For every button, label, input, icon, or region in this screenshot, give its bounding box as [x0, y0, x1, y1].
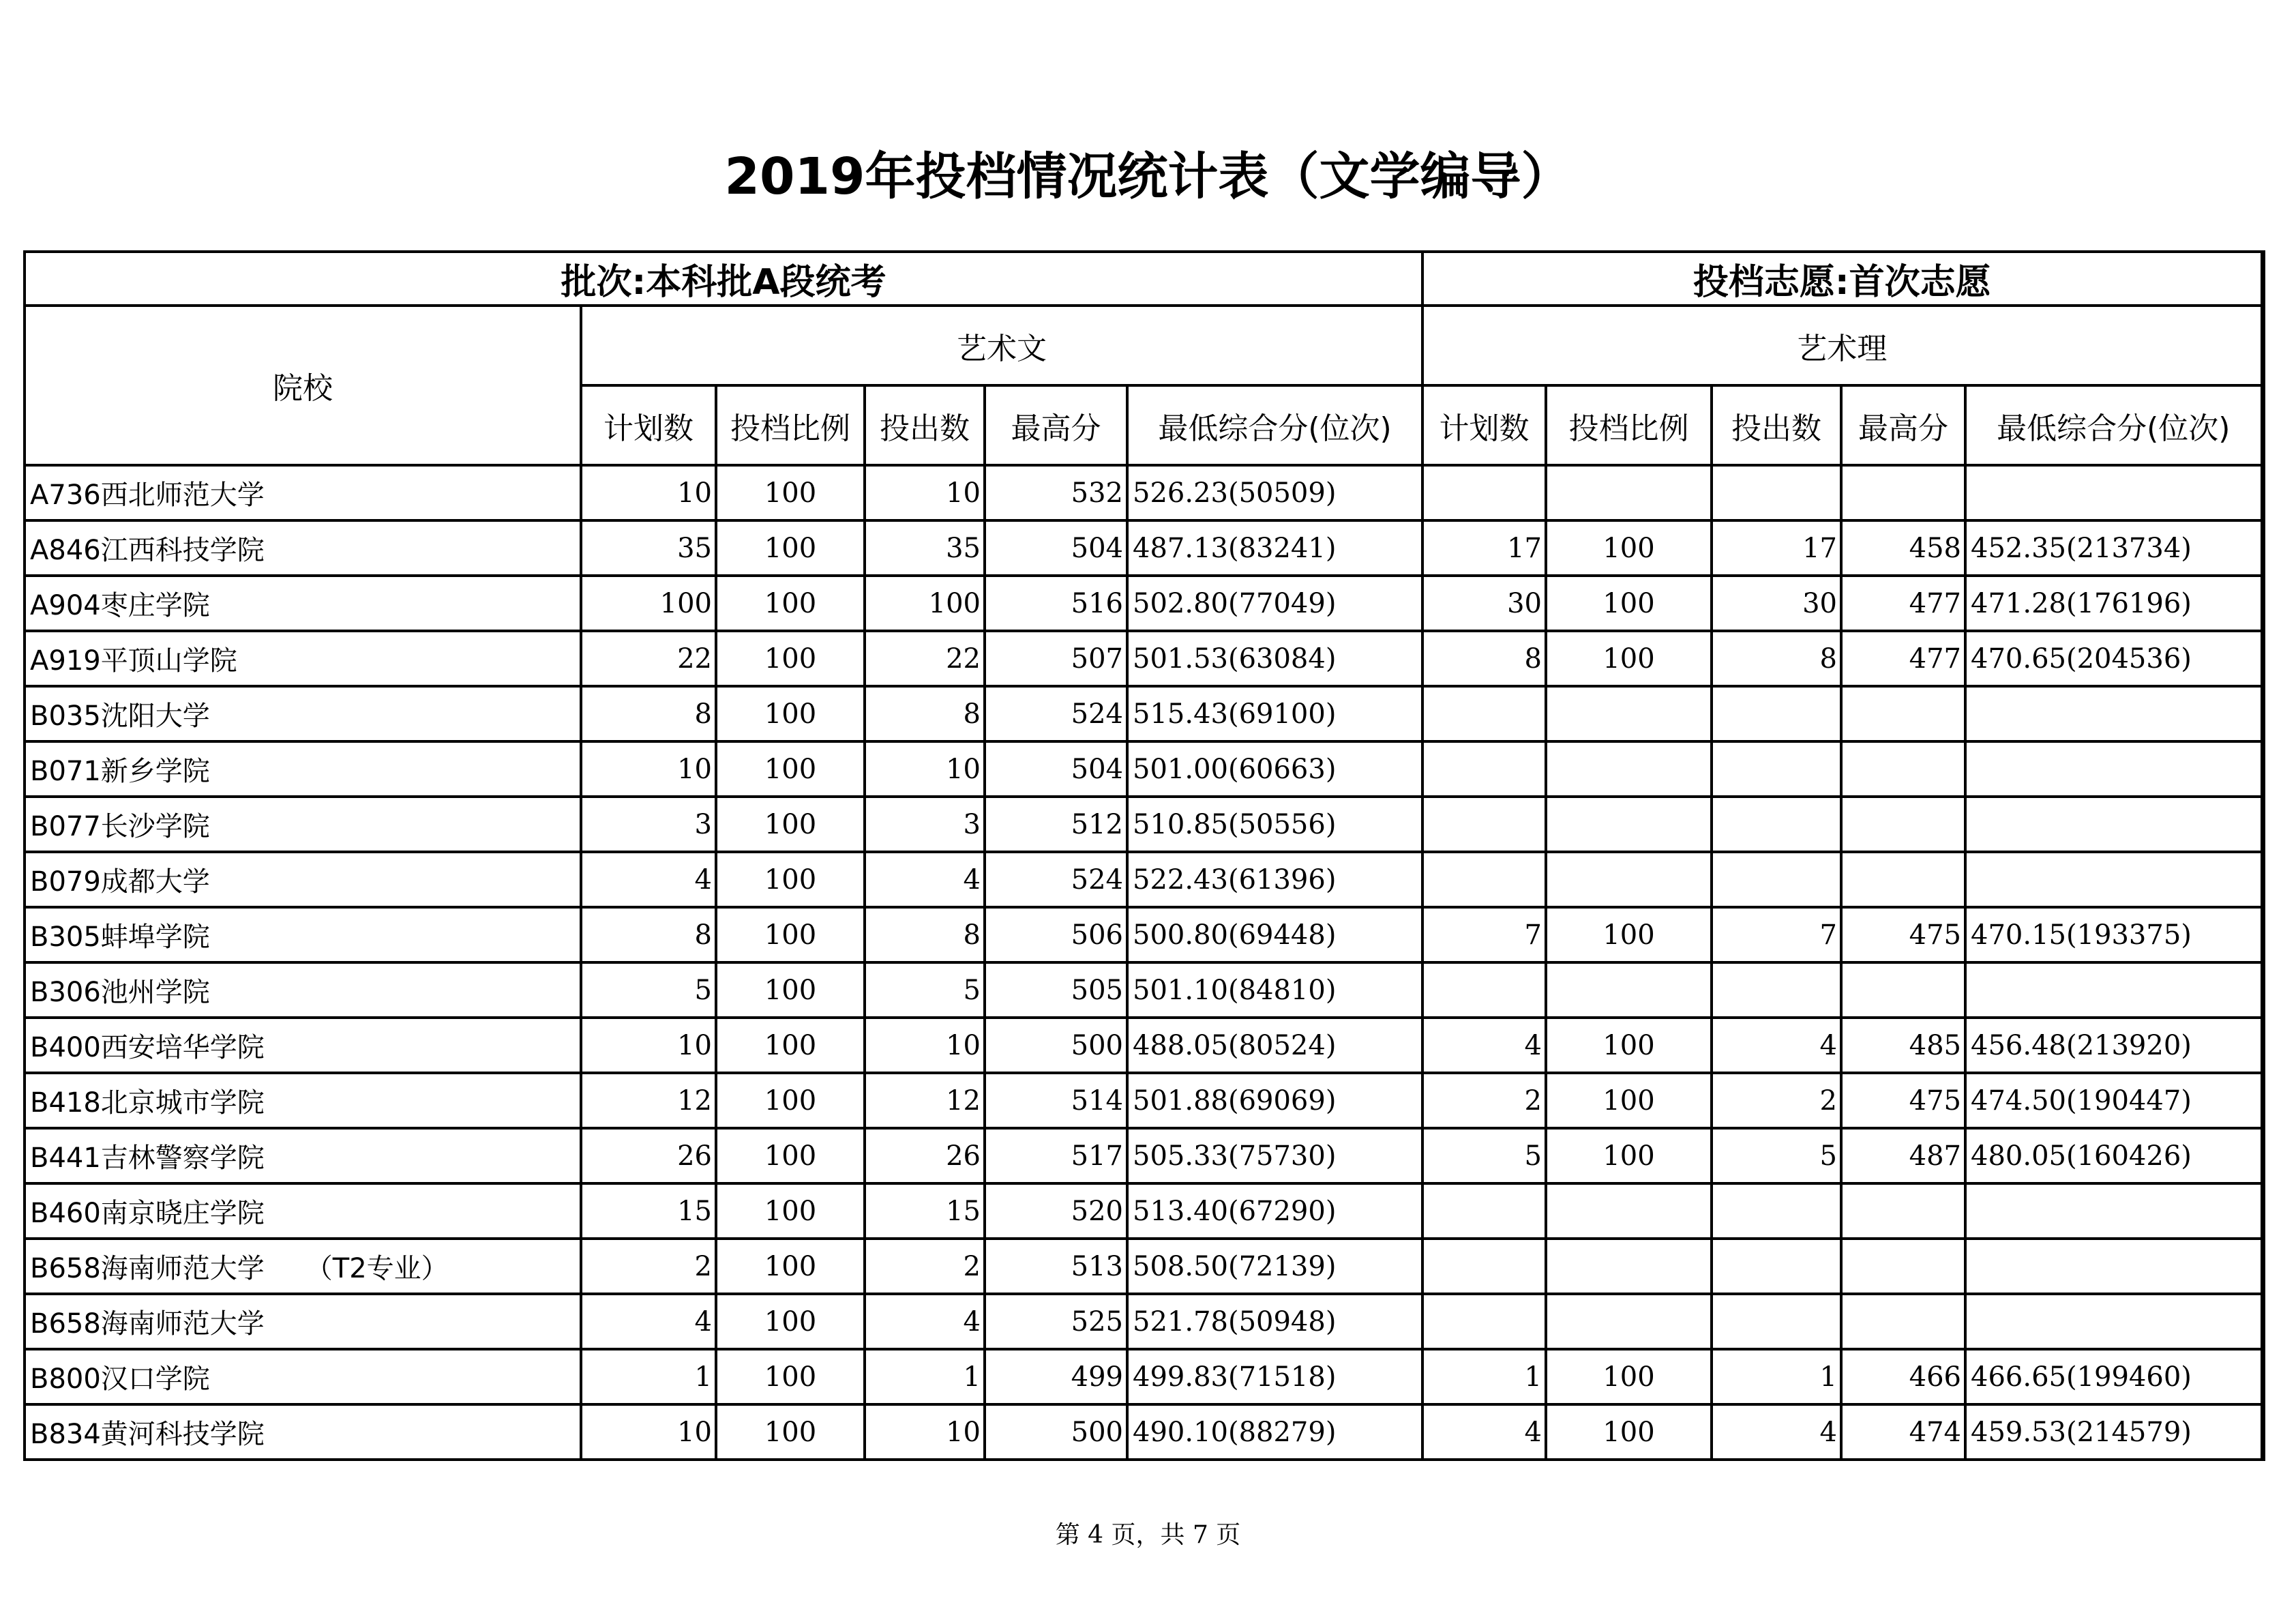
table-row	[25, 907, 2263, 962]
arts-cell-2: 26	[865, 1128, 985, 1183]
arts-cell-4: 521.78(50948)	[1127, 1294, 1422, 1349]
sci-cell-2	[1712, 741, 1841, 797]
sci-cell-0	[1422, 962, 1546, 1018]
school-name: B305蚌埠学院	[25, 907, 581, 962]
arts-cell-4: 501.10(84810)	[1127, 962, 1422, 1018]
arts-cell-1: 100	[716, 962, 865, 1018]
table-row	[25, 1239, 2263, 1294]
sci-cell-2: 1	[1712, 1349, 1841, 1404]
arts-cell-0: 1	[581, 1349, 716, 1404]
arts-cell-4: 500.80(69448)	[1127, 907, 1422, 962]
sci-cell-2: 17	[1712, 520, 1841, 576]
arts-group-header: 艺术文	[581, 306, 1422, 385]
arts-cell-2: 100	[865, 576, 985, 631]
sci-cell-3	[1841, 1183, 1965, 1239]
table-row	[25, 465, 2263, 520]
sci-cell-2	[1712, 1183, 1841, 1239]
arts-cell-3: 524	[985, 852, 1127, 907]
arts-col-header-4: 最低综合分(位次)	[1127, 385, 1422, 465]
school-name: B834黄河科技学院	[25, 1404, 581, 1460]
arts-cell-1: 100	[716, 852, 865, 907]
sci-cell-2: 4	[1712, 1404, 1841, 1460]
page-title: 2019年投档情况统计表（文学编导）	[724, 147, 1572, 206]
sci-cell-0	[1422, 1239, 1546, 1294]
sci-cell-3	[1841, 741, 1965, 797]
arts-col-header-1: 投档比例	[716, 385, 865, 465]
sci-cell-4	[1965, 465, 2263, 520]
sci-cell-1: 100	[1546, 1404, 1712, 1460]
school-name: B418北京城市学院	[25, 1073, 581, 1128]
school-name: B400西安培华学院	[25, 1018, 581, 1073]
sci-cell-3: 458	[1841, 520, 1965, 576]
sci-cell-0: 5	[1422, 1128, 1546, 1183]
sci-cell-1: 100	[1546, 1128, 1712, 1183]
sci-cell-0: 7	[1422, 907, 1546, 962]
arts-cell-2: 5	[865, 962, 985, 1018]
arts-cell-1: 100	[716, 1404, 865, 1460]
page-footer: 第 4 页，共 7 页	[1055, 1521, 1241, 1549]
sci-cell-4: 474.50(190447)	[1965, 1073, 2263, 1128]
sci-cell-3	[1841, 686, 1965, 741]
arts-cell-0: 15	[581, 1183, 716, 1239]
sci-col-header-3: 最高分	[1841, 385, 1965, 465]
school-name: A904枣庄学院	[25, 576, 581, 631]
arts-cell-3: 505	[985, 962, 1127, 1018]
sci-cell-4: 480.05(160426)	[1965, 1128, 2263, 1183]
arts-cell-0: 10	[581, 465, 716, 520]
arts-cell-1: 100	[716, 1073, 865, 1128]
sci-cell-3: 475	[1841, 907, 1965, 962]
arts-cell-2: 10	[865, 741, 985, 797]
sci-cell-0	[1422, 797, 1546, 852]
arts-cell-2: 4	[865, 852, 985, 907]
table-row	[25, 1183, 2263, 1239]
school-name: B071新乡学院	[25, 741, 581, 797]
sci-cell-3	[1841, 465, 1965, 520]
sci-cell-0: 4	[1422, 1404, 1546, 1460]
sci-cell-4	[1965, 797, 2263, 852]
table-row	[25, 1404, 2263, 1460]
sci-cell-0: 1	[1422, 1349, 1546, 1404]
sci-cell-4	[1965, 1239, 2263, 1294]
arts-cell-2: 22	[865, 631, 985, 686]
table-row	[25, 1349, 2263, 1404]
school-header: 院校	[25, 306, 581, 465]
sci-cell-1: 100	[1546, 1349, 1712, 1404]
arts-cell-1: 100	[716, 797, 865, 852]
table-row	[25, 631, 2263, 686]
sci-col-header-4: 最低综合分(位次)	[1965, 385, 2263, 465]
sci-cell-3: 474	[1841, 1404, 1965, 1460]
arts-cell-3: 520	[985, 1183, 1127, 1239]
arts-cell-4: 522.43(61396)	[1127, 852, 1422, 907]
arts-cell-1: 100	[716, 907, 865, 962]
arts-cell-3: 506	[985, 907, 1127, 962]
sci-cell-2	[1712, 852, 1841, 907]
sci-cell-3: 487	[1841, 1128, 1965, 1183]
sci-cell-1: 100	[1546, 576, 1712, 631]
sci-cell-4: 470.65(204536)	[1965, 631, 2263, 686]
arts-cell-3: 513	[985, 1239, 1127, 1294]
arts-cell-3: 504	[985, 520, 1127, 576]
sci-cell-0	[1422, 852, 1546, 907]
arts-cell-1: 100	[716, 520, 865, 576]
sci-cell-4: 456.48(213920)	[1965, 1018, 2263, 1073]
arts-cell-0: 2	[581, 1239, 716, 1294]
arts-cell-1: 100	[716, 1294, 865, 1349]
arts-cell-4: 490.10(88279)	[1127, 1404, 1422, 1460]
arts-cell-2: 12	[865, 1073, 985, 1128]
sci-cell-2: 5	[1712, 1128, 1841, 1183]
arts-cell-2: 2	[865, 1239, 985, 1294]
arts-cell-0: 10	[581, 1404, 716, 1460]
table-row	[25, 1128, 2263, 1183]
arts-cell-0: 8	[581, 686, 716, 741]
sci-cell-3	[1841, 1239, 1965, 1294]
table-row	[25, 741, 2263, 797]
school-name: B658海南师范大学 （T2专业）	[25, 1239, 581, 1294]
arts-cell-3: 500	[985, 1018, 1127, 1073]
arts-cell-2: 10	[865, 465, 985, 520]
batch-label: 批次:本科批A段统考	[25, 252, 1422, 306]
arts-cell-1: 100	[716, 1128, 865, 1183]
table-row	[25, 852, 2263, 907]
arts-cell-4: 501.53(63084)	[1127, 631, 1422, 686]
arts-cell-0: 8	[581, 907, 716, 962]
arts-cell-4: 501.88(69069)	[1127, 1073, 1422, 1128]
volunteer-label: 投档志愿:首次志愿	[1422, 252, 2263, 306]
school-name: A919平顶山学院	[25, 631, 581, 686]
sci-cell-2	[1712, 1239, 1841, 1294]
sci-col-header-2: 投出数	[1712, 385, 1841, 465]
school-name: A736西北师范大学	[25, 465, 581, 520]
arts-cell-4: 515.43(69100)	[1127, 686, 1422, 741]
arts-cell-1: 100	[716, 1183, 865, 1239]
arts-cell-0: 10	[581, 741, 716, 797]
sci-cell-2: 7	[1712, 907, 1841, 962]
arts-cell-1: 100	[716, 686, 865, 741]
sci-cell-1: 100	[1546, 907, 1712, 962]
arts-cell-4: 508.50(72139)	[1127, 1239, 1422, 1294]
arts-cell-2: 15	[865, 1183, 985, 1239]
arts-cell-3: 507	[985, 631, 1127, 686]
sci-cell-0	[1422, 741, 1546, 797]
sci-cell-1	[1546, 686, 1712, 741]
arts-cell-0: 4	[581, 852, 716, 907]
sci-cell-1	[1546, 741, 1712, 797]
sci-cell-0: 2	[1422, 1073, 1546, 1128]
sci-cell-3: 485	[1841, 1018, 1965, 1073]
arts-cell-1: 100	[716, 1239, 865, 1294]
arts-cell-0: 35	[581, 520, 716, 576]
arts-cell-0: 3	[581, 797, 716, 852]
table-row	[25, 1018, 2263, 1073]
school-name: B460南京晓庄学院	[25, 1183, 581, 1239]
sci-cell-2	[1712, 962, 1841, 1018]
arts-cell-4: 502.80(77049)	[1127, 576, 1422, 631]
arts-cell-3: 504	[985, 741, 1127, 797]
sci-cell-1: 100	[1546, 1018, 1712, 1073]
sci-cell-3	[1841, 797, 1965, 852]
arts-cell-0: 10	[581, 1018, 716, 1073]
arts-cell-4: 501.00(60663)	[1127, 741, 1422, 797]
arts-col-header-3: 最高分	[985, 385, 1127, 465]
sci-cell-1: 100	[1546, 1073, 1712, 1128]
arts-cell-0: 100	[581, 576, 716, 631]
arts-col-header-0: 计划数	[581, 385, 716, 465]
sci-cell-4: 452.35(213734)	[1965, 520, 2263, 576]
arts-cell-0: 22	[581, 631, 716, 686]
sci-cell-0	[1422, 1183, 1546, 1239]
sci-cell-4	[1965, 852, 2263, 907]
arts-cell-3: 525	[985, 1294, 1127, 1349]
sci-cell-2: 8	[1712, 631, 1841, 686]
arts-cell-2: 35	[865, 520, 985, 576]
sci-cell-4: 470.15(193375)	[1965, 907, 2263, 962]
sci-cell-0: 8	[1422, 631, 1546, 686]
sci-cell-0	[1422, 465, 1546, 520]
arts-cell-3: 524	[985, 686, 1127, 741]
sci-cell-1	[1546, 852, 1712, 907]
arts-cell-2: 4	[865, 1294, 985, 1349]
science-group-header: 艺术理	[1422, 306, 2263, 385]
arts-cell-4: 505.33(75730)	[1127, 1128, 1422, 1183]
arts-cell-0: 4	[581, 1294, 716, 1349]
sci-cell-4: 471.28(176196)	[1965, 576, 2263, 631]
arts-cell-2: 10	[865, 1018, 985, 1073]
school-name: B306池州学院	[25, 962, 581, 1018]
sci-cell-1	[1546, 962, 1712, 1018]
arts-col-header-2: 投出数	[865, 385, 985, 465]
arts-cell-1: 100	[716, 576, 865, 631]
sci-cell-1: 100	[1546, 520, 1712, 576]
sci-cell-3: 466	[1841, 1349, 1965, 1404]
table-row	[25, 797, 2263, 852]
sci-cell-4	[1965, 962, 2263, 1018]
arts-cell-3: 516	[985, 576, 1127, 631]
table-row	[25, 576, 2263, 631]
sci-cell-3	[1841, 962, 1965, 1018]
arts-cell-3: 517	[985, 1128, 1127, 1183]
arts-cell-4: 488.05(80524)	[1127, 1018, 1422, 1073]
arts-cell-0: 26	[581, 1128, 716, 1183]
arts-cell-1: 100	[716, 1018, 865, 1073]
arts-cell-0: 12	[581, 1073, 716, 1128]
sci-cell-1	[1546, 1183, 1712, 1239]
sci-cell-2: 2	[1712, 1073, 1841, 1128]
sci-cell-2	[1712, 1294, 1841, 1349]
table-row	[25, 962, 2263, 1018]
arts-cell-3: 500	[985, 1404, 1127, 1460]
school-name: A846江西科技学院	[25, 520, 581, 576]
arts-cell-4: 513.40(67290)	[1127, 1183, 1422, 1239]
sci-cell-1	[1546, 1294, 1712, 1349]
sci-cell-1	[1546, 1239, 1712, 1294]
school-name: B658海南师范大学	[25, 1294, 581, 1349]
sci-cell-1: 100	[1546, 631, 1712, 686]
arts-cell-3: 514	[985, 1073, 1127, 1128]
sci-col-header-1: 投档比例	[1546, 385, 1712, 465]
arts-cell-0: 5	[581, 962, 716, 1018]
sci-cell-3	[1841, 1294, 1965, 1349]
sci-cell-2	[1712, 797, 1841, 852]
school-name: B077长沙学院	[25, 797, 581, 852]
sci-cell-2: 4	[1712, 1018, 1841, 1073]
sci-cell-4: 459.53(214579)	[1965, 1404, 2263, 1460]
arts-cell-3: 532	[985, 465, 1127, 520]
sci-cell-1	[1546, 465, 1712, 520]
sci-cell-0	[1422, 686, 1546, 741]
arts-cell-2: 3	[865, 797, 985, 852]
arts-cell-4: 526.23(50509)	[1127, 465, 1422, 520]
school-name: B441吉林警察学院	[25, 1128, 581, 1183]
arts-cell-1: 100	[716, 631, 865, 686]
sci-cell-3: 477	[1841, 631, 1965, 686]
sci-cell-4	[1965, 741, 2263, 797]
admission-table	[23, 250, 2265, 1461]
arts-cell-2: 10	[865, 1404, 985, 1460]
arts-cell-3: 499	[985, 1349, 1127, 1404]
sci-cell-0: 17	[1422, 520, 1546, 576]
sci-cell-4: 466.65(199460)	[1965, 1349, 2263, 1404]
sci-cell-2	[1712, 465, 1841, 520]
table-row	[25, 520, 2263, 576]
sci-cell-4	[1965, 1294, 2263, 1349]
arts-cell-1: 100	[716, 465, 865, 520]
table-row	[25, 1294, 2263, 1349]
school-name: B800汉口学院	[25, 1349, 581, 1404]
sci-cell-4	[1965, 686, 2263, 741]
school-name: B079成都大学	[25, 852, 581, 907]
sci-cell-3: 477	[1841, 576, 1965, 631]
arts-cell-1: 100	[716, 741, 865, 797]
sci-cell-0: 30	[1422, 576, 1546, 631]
sci-cell-3: 475	[1841, 1073, 1965, 1128]
sci-col-header-0: 计划数	[1422, 385, 1546, 465]
school-name: B035沈阳大学	[25, 686, 581, 741]
table-row	[25, 1073, 2263, 1128]
arts-cell-4: 487.13(83241)	[1127, 520, 1422, 576]
arts-cell-2: 8	[865, 686, 985, 741]
arts-cell-4: 510.85(50556)	[1127, 797, 1422, 852]
arts-cell-2: 1	[865, 1349, 985, 1404]
sci-cell-0: 4	[1422, 1018, 1546, 1073]
arts-cell-1: 100	[716, 1349, 865, 1404]
arts-cell-4: 499.83(71518)	[1127, 1349, 1422, 1404]
arts-cell-2: 8	[865, 907, 985, 962]
sci-cell-0	[1422, 1294, 1546, 1349]
sci-cell-2	[1712, 686, 1841, 741]
table-row	[25, 686, 2263, 741]
sci-cell-3	[1841, 852, 1965, 907]
sci-cell-4	[1965, 1183, 2263, 1239]
sci-cell-2: 30	[1712, 576, 1841, 631]
arts-cell-3: 512	[985, 797, 1127, 852]
sci-cell-1	[1546, 797, 1712, 852]
